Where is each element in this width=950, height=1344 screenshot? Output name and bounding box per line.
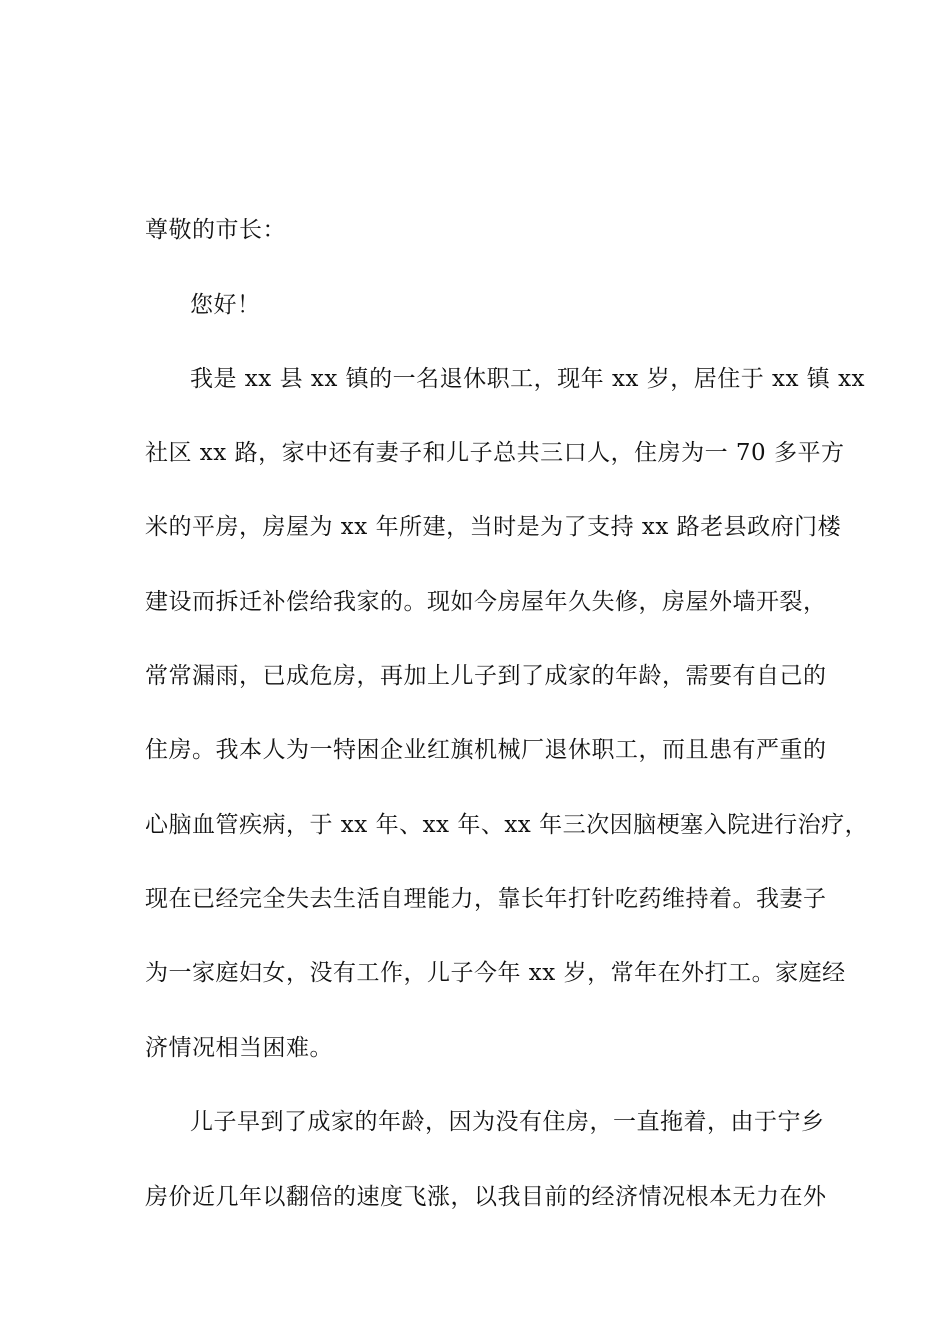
paragraph-line: 住房。我本人为一特困企业红旗机械厂退休职工，而且患有严重的	[145, 737, 827, 763]
paragraph-line: 为一家庭妇女，没有工作，儿子今年 xx 岁，常年在外打工。家庭经	[145, 960, 846, 986]
paragraph-line: 房价近几年以翻倍的速度飞涨，以我目前的经济情况根本无力在外	[145, 1184, 827, 1210]
paragraph-line: 济情况相当困难。	[145, 1035, 333, 1061]
paragraph-line: 我是 xx 县 xx 镇的一名退休职工，现年 xx 岁，居住于 xx 镇 xx	[190, 366, 866, 392]
greeting: 您好！	[190, 292, 261, 318]
paragraph-line: 建设而拆迁补偿给我家的。现如今房屋年久失修，房屋外墙开裂，	[145, 589, 827, 615]
paragraph-line: 社区 xx 路，家中还有妻子和儿子总共三口人，住房为一 70 多平方	[145, 440, 845, 466]
paragraph-line: 现在已经完全失去生活自理能力，靠长年打针吃药维持着。我妻子	[145, 886, 827, 912]
paragraph-line: 米的平房，房屋为 xx 年所建，当时是为了支持 xx 路老县政府门楼	[145, 514, 842, 540]
salutation: 尊敬的市长：	[145, 217, 286, 243]
paragraph-line: 常常漏雨，已成危房，再加上儿子到了成家的年龄，需要有自己的	[145, 663, 827, 689]
paragraph-line: 儿子早到了成家的年龄，因为没有住房，一直拖着，由于宁乡	[190, 1109, 825, 1135]
paragraph-line: 心脑血管疾病，于 xx 年、xx 年、xx 年三次因脑梗塞入院进行治疗，	[145, 812, 869, 838]
